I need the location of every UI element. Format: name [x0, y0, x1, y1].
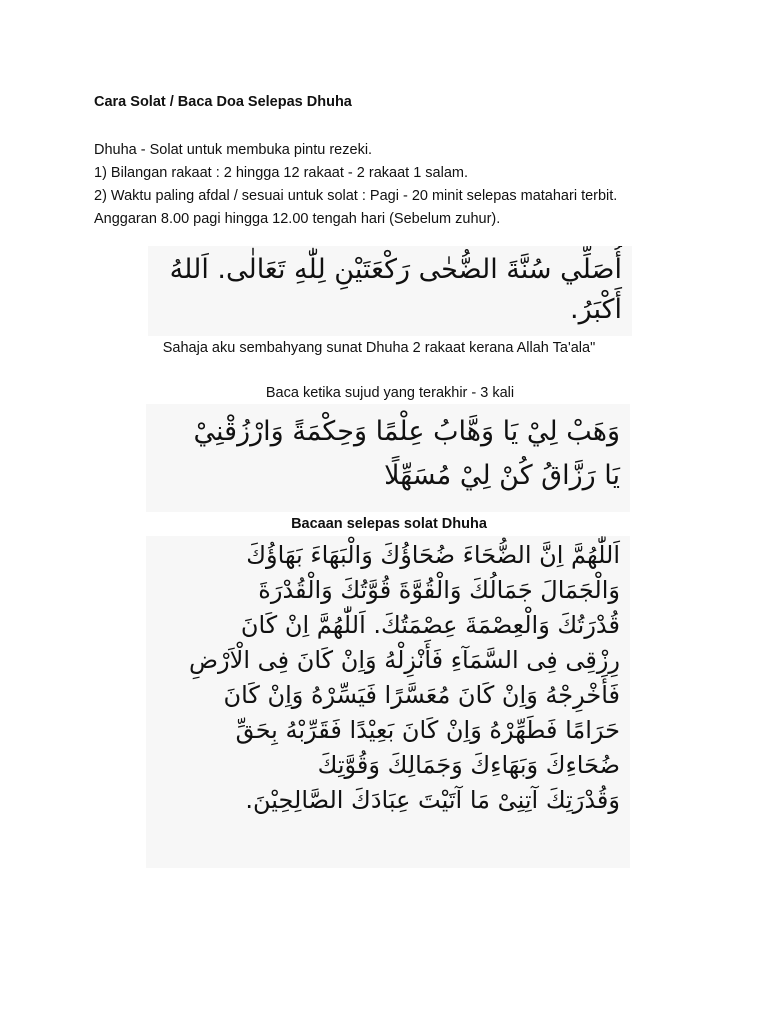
intro-line: Dhuha - Solat untuk membuka pintu rezeki.	[94, 142, 373, 158]
intro-line: Anggaran 8.00 pagi hingga 12.00 tengah hari (Sebelum zuhur).	[94, 211, 501, 227]
doa-arabic-image	[146, 536, 630, 868]
doa-heading: Bacaan selepas solat Dhuha	[291, 516, 487, 532]
arabic-line: اَللّٰهُمَّ اِنَّ الضُّحَاءَ ضُحَاؤُكَ وَالْبَهَاءَ بَهَاؤُكَ	[246, 541, 620, 569]
arabic-line: أَكْبَرُ.	[570, 294, 622, 325]
intro-line: 1) Bilangan rakaat : 2 hingga 12 rakaat - 2 rakaat 1 salam.	[94, 165, 468, 181]
arabic-line: وَالْجَمَالَ جَمَالُكَ وَالْقُوَّةَ قُوَّتُكَ وَالْقُدْرَةَ	[258, 576, 620, 604]
arabic-line: وَهَبْ لِيْ يَا وَهَّابُ عِلْمًا وَحِكْمَةً وَارْزُقْنِيْ	[193, 416, 620, 447]
arabic-line: قُدْرَتُكَ وَالْعِصْمَةَ عِصْمَتُكَ. اَللّٰهُمَّ اِنْ كَانَ	[240, 611, 620, 639]
arabic-line: أُصَلِّي سُنَّةَ الضُّحٰى رَكْعَتَيْنِ لِلّٰهِ تَعَالٰى. اَللهُ	[169, 254, 622, 285]
intro-line: 2) Waktu paling afdal / sesuai untuk solat : Pagi - 20 minit selepas matahari terbit.	[94, 188, 618, 204]
arabic-line: وَقُدْرَتِكَ آتِنِىْ مَا آتَيْتَ عِبَادَكَ الصَّالِحِيْنَ.	[245, 786, 620, 814]
page-title: Cara Solat / Baca Doa Selepas Dhuha	[94, 94, 352, 110]
arabic-line: ضُحَاءِكَ وَبَهَاءِكَ وَجَمَالِكَ وَقُوَّتِكَ	[317, 751, 620, 779]
arabic-line: حَرَامًا فَطَهِّرْهُ وَاِنْ كَانَ بَعِيْدًا فَقَرِّبْهُ بِحَقِّ	[235, 716, 620, 744]
intro-text	[94, 139, 617, 231]
arabic-line: رِزْقِى فِى السَّمَآءِ فَأَنْزِلْهُ وَاِنْ كَانَ فِى الْاَرْضِ	[189, 646, 620, 674]
arabic-line: فَأَخْرِجْهُ وَاِنْ كَانَ مُعَسَّرًا فَيَسِّرْهُ وَاِنْ كَانَ	[223, 681, 620, 709]
sujud-arabic-image	[146, 404, 630, 512]
niat-arabic-image	[148, 246, 632, 336]
niat-caption: Sahaja aku sembahyang sunat Dhuha 2 rakaat kerana Allah Ta'ala"	[162, 340, 596, 356]
sujud-caption: Baca ketika sujud yang terakhir - 3 kali	[265, 385, 515, 401]
arabic-line: يَا رَزَّاقُ كُنْ لِيْ مُسَهِّلًا	[384, 460, 620, 491]
